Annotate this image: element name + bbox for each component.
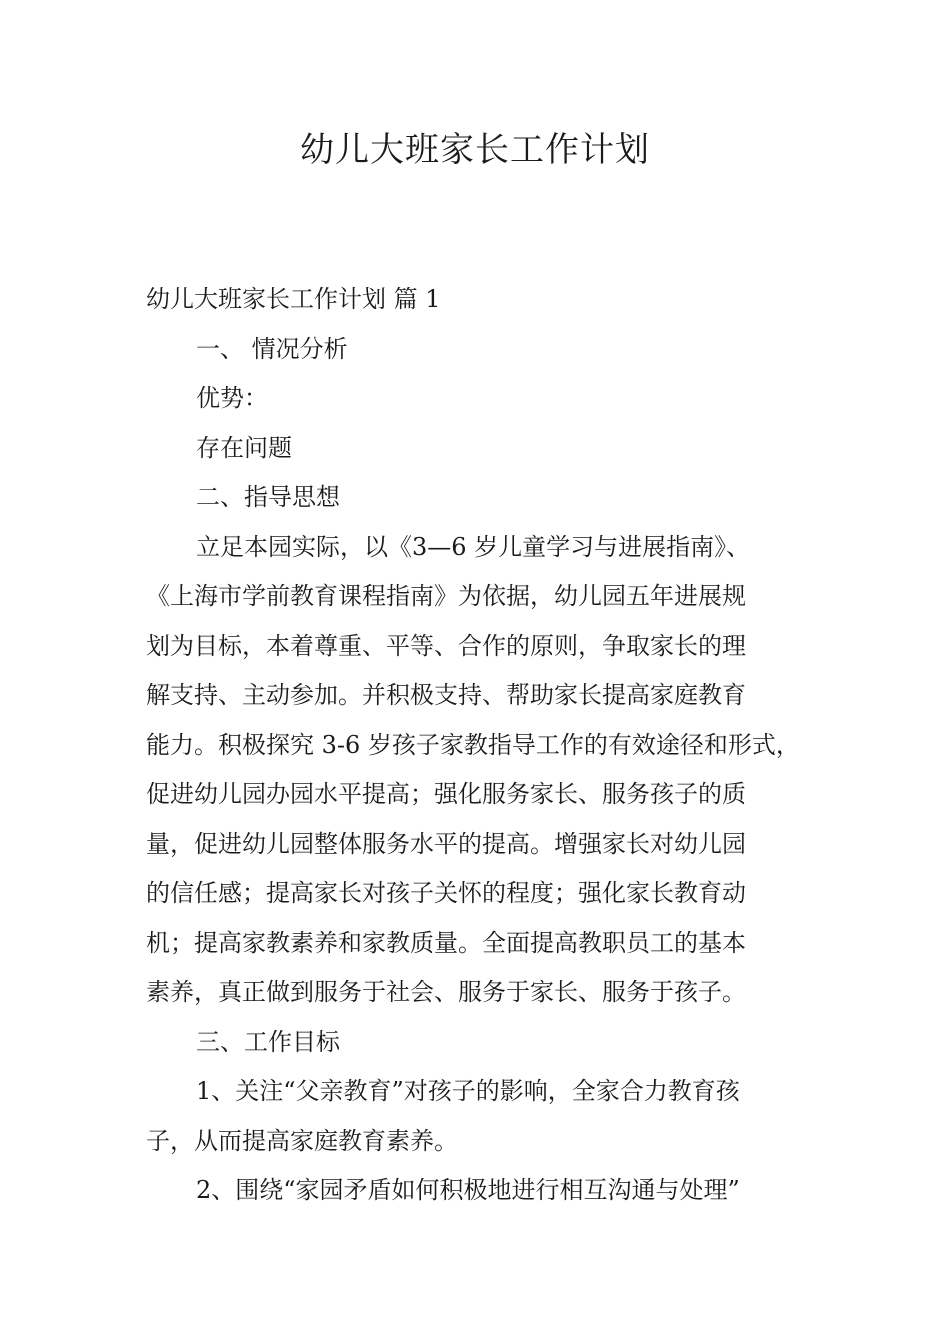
paragraph-line: 划为目标，本着尊重、平等、合作的原则，争取家长的理 — [146, 631, 746, 660]
paragraph-line: 子，从而提高家庭教育素养。 — [146, 1126, 458, 1155]
document-body — [146, 275, 810, 1216]
paragraph-line: 2、围绕“家园矛盾如何积极地进行相互沟通与处理” — [196, 1176, 740, 1204]
subheading-problems: 存在问题 — [196, 433, 292, 462]
paragraph-line: 《上海市学前教育课程指南》为依据，幼儿园五年进展规 — [146, 582, 746, 610]
paragraph-line: 促进幼儿园办园水平提高；强化服务家长、服务孩子的质 — [146, 780, 746, 808]
subheading-situation-analysis: 一、 情况分析 — [196, 334, 348, 363]
paragraph-line: 素养，真正做到服务于社会、服务于家长、服务于孩子。 — [146, 978, 746, 1006]
paragraph-line: 能力。积极探究 3-6 岁孩子家教指导工作的有效途径和形式， — [146, 730, 800, 759]
subheading-advantages: 优势： — [196, 384, 268, 412]
section-heading: 幼儿大班家长工作计划 篇 1 — [146, 285, 441, 313]
subheading-guiding-ideology: 二、指导思想 — [196, 483, 340, 511]
subheading-work-goals: 三、工作目标 — [196, 1027, 340, 1056]
paragraph-line: 的信任感；提高家长对孩子关怀的程度；强化家长教育动 — [146, 879, 746, 907]
paragraph-line: 1、关注“父亲教育”对孩子的影响，全家合力教育孩 — [196, 1077, 740, 1105]
document-title: 幼儿大班家长工作计划 — [300, 130, 650, 170]
paragraph-line: 量，促进幼儿园整体服务水平的提高。增强家长对幼儿园 — [146, 829, 746, 858]
paragraph-line: 立足本园实际，以《3—6 岁儿童学习与进展指南》、 — [196, 532, 751, 561]
paragraph-line: 机；提高家教素养和家教质量。全面提高教职员工的基本 — [146, 928, 746, 957]
paragraph-line: 解支持、主动参加。并积极支持、帮助家长提高家庭教育 — [146, 681, 746, 709]
